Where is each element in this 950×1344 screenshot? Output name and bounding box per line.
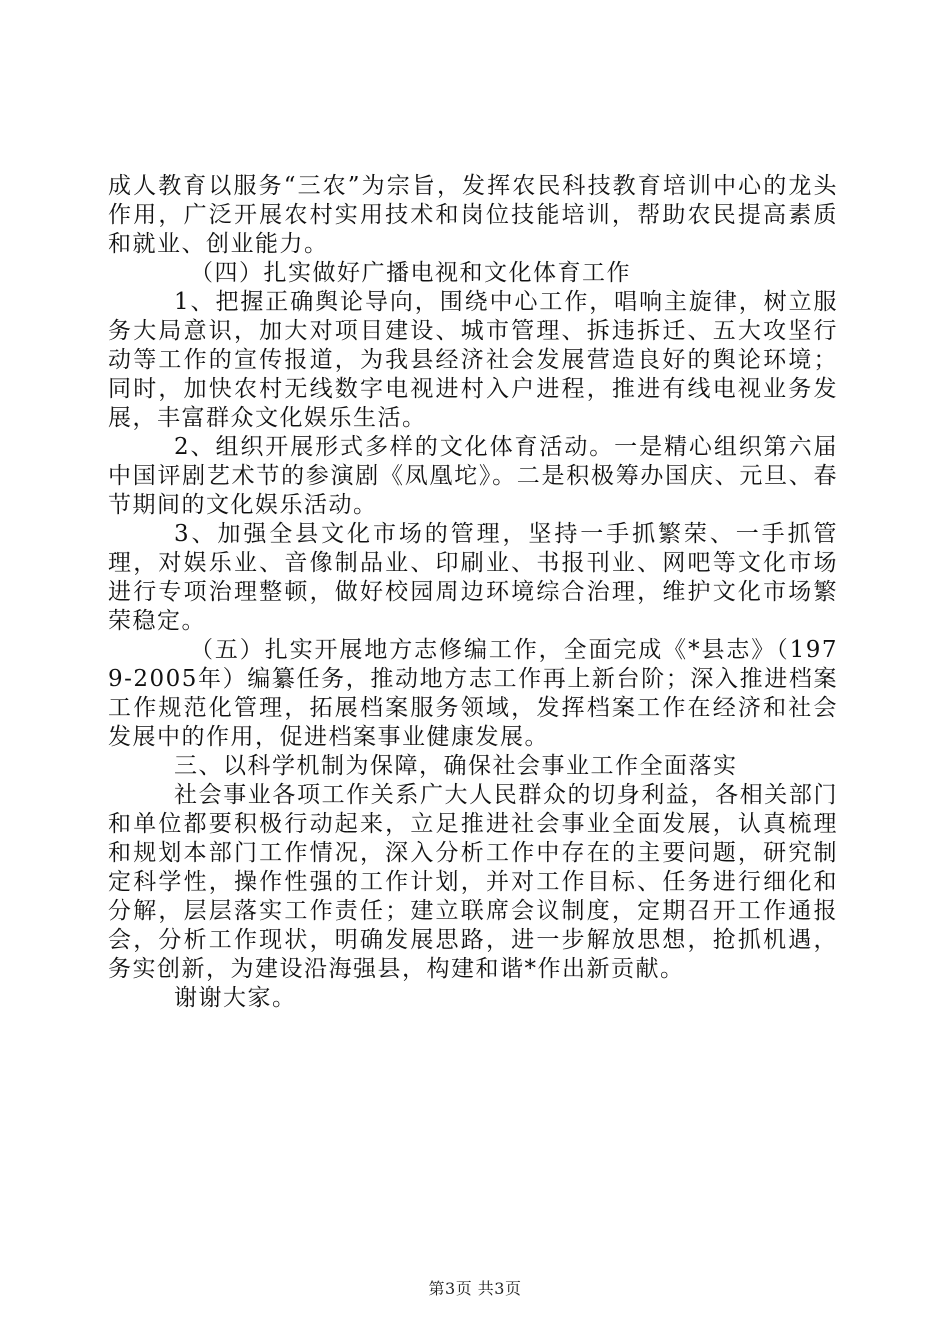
paragraph-local-chronicles: （五）扎实开展地方志修编工作，全面完成《*县志》（1979-2005年）编纂任务，推动地方志工作再上新台阶；深入推进档案工作规范化管理，拓展档案服务领域，发挥档案工作在经济和社会发展中的作用，促进档案事业健康发展。	[108, 637, 838, 750]
paragraph-social-undertakings: 社会事业各项工作关系广大人民群众的切身利益，各相关部门和单位都要积极行动起来，立足推进社会事业全面发展，认真梳理和规划本部门工作情况，深入分析工作中存在的主要问题，研究制定科学性，操作性强的工作计划，并对工作目标、任务进行细化和分解，层层落实工作责任；建立联席会议制度，定期召开工作通报会，分析工作现状，明确发展思路，进一步解放思想，抢抓机遇，务实创新，为建设沿海强县，构建和谐*作出新贡献。	[108, 782, 838, 982]
page-number-footer: 第3页 共3页	[428, 1279, 522, 1298]
document-body	[108, 172, 838, 1013]
paragraph-closing-thanks: 谢谢大家。	[174, 985, 297, 1011]
paragraph-public-opinion: 1、把握正确舆论导向，围绕中心工作，唱响主旋律，树立服务大局意识，加大对项目建设、城市管理、拆违拆迁、五大攻坚行动等工作的宣传报道，为我县经济社会发展营造良好的舆论环境；同时，加快农村无线数字电视进村入户进程，推进有线电视业务发展，丰富群众文化娱乐生活。	[108, 289, 838, 431]
section-heading-broadcast-culture: （四）扎实做好广播电视和文化体育工作	[190, 260, 631, 286]
paragraph-culture-market: 3、加强全县文化市场的管理，坚持一手抓繁荣、一手抓管理，对娱乐业、音像制品业、印刷业、书报刊业、网吧等文化市场进行专项治理整顿，做好校园周边环境综合治理，维护文化市场繁荣稳定。	[108, 521, 838, 634]
paragraph-cultural-activities: 2、组织开展形式多样的文化体育活动。一是精心组织第六届中国评剧艺术节的参演剧《凤凰坨》。二是积极筹办国庆、元旦、春节期间的文化娱乐活动。	[108, 434, 838, 518]
paragraph-adult-education: 成人教育以服务“三农”为宗旨，发挥农民科技教育培训中心的龙头作用，广泛开展农村实用技术和岗位技能培训，帮助农民提高素质和就业、创业能力。	[108, 173, 838, 257]
section-heading-mechanism: 三、以科学机制为保障，确保社会事业工作全面落实	[174, 753, 738, 779]
